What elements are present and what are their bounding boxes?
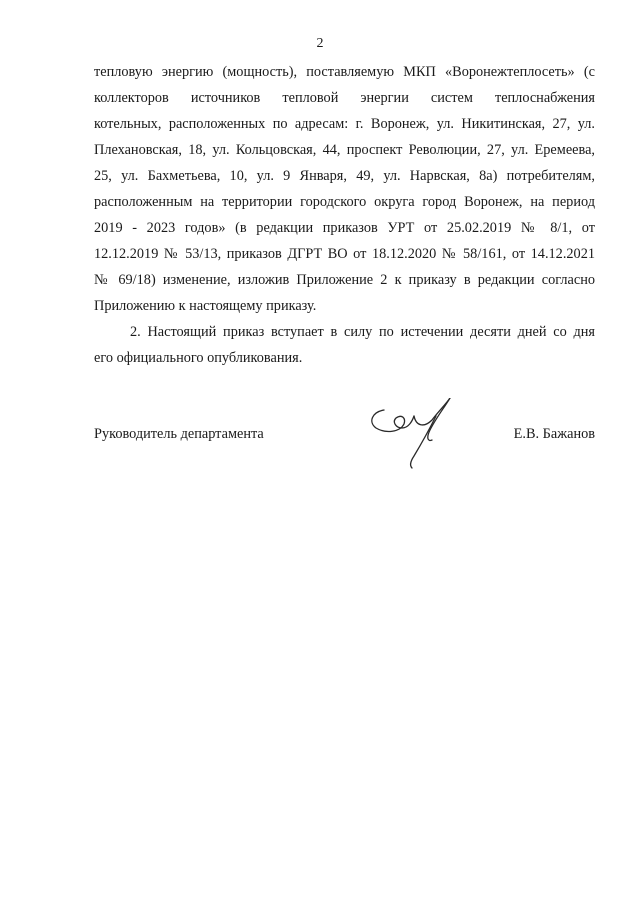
signatory-position: Руководитель департамента bbox=[94, 426, 264, 442]
paragraph-1-line: Приложению к настоящему приказу. bbox=[94, 298, 317, 314]
paragraph-2 bbox=[94, 319, 595, 371]
paragraph-1-line: коллекторов источников тепловой энергии систем теплоснабжения bbox=[94, 90, 595, 106]
page-number: 2 bbox=[316, 36, 324, 51]
paragraph-1-line: Плехановская, 18, ул. Кольцовская, 44, проспект Революции, 27, ул. Еремеева, bbox=[94, 142, 595, 158]
paragraph-1 bbox=[94, 59, 595, 319]
handwritten-signature-icon bbox=[366, 398, 466, 498]
paragraph-2-line: его официального опубликования. bbox=[94, 350, 303, 366]
paragraph-1-line: тепловую энергию (мощность), поставляемую МКП «Воронежтеплосеть» (с bbox=[94, 64, 595, 80]
signatory-name: Е.В. Бажанов bbox=[513, 426, 595, 442]
paragraph-1-line: 12.12.2019 № 53/13, приказов ДГРТ ВО от 18.12.2020 № 58/161, от 14.12.2021 bbox=[94, 246, 595, 262]
paragraph-1-line: 25, ул. Бахметьева, 10, ул. 9 Января, 49, ул. Нарвская, 8а) потребителям, bbox=[94, 168, 595, 184]
paragraph-1-line: котельных, расположенных по адресам: г. Воронеж, ул. Никитинская, 27, ул. bbox=[94, 116, 595, 132]
paragraph-1-line: 2019 - 2023 годов» (в редакции приказов УРТ от 25.02.2019 № 8/1, от bbox=[94, 220, 595, 236]
signature-block bbox=[94, 426, 595, 486]
paragraph-2-line: 2. Настоящий приказ вступает в силу по истечении десяти дней со дня bbox=[130, 324, 595, 340]
paragraph-1-line: расположенным на территории городского округа город Воронеж, на период bbox=[94, 194, 595, 210]
paragraph-1-line: № 69/18) изменение, изложив Приложение 2 к приказу в редакции согласно bbox=[94, 272, 595, 288]
